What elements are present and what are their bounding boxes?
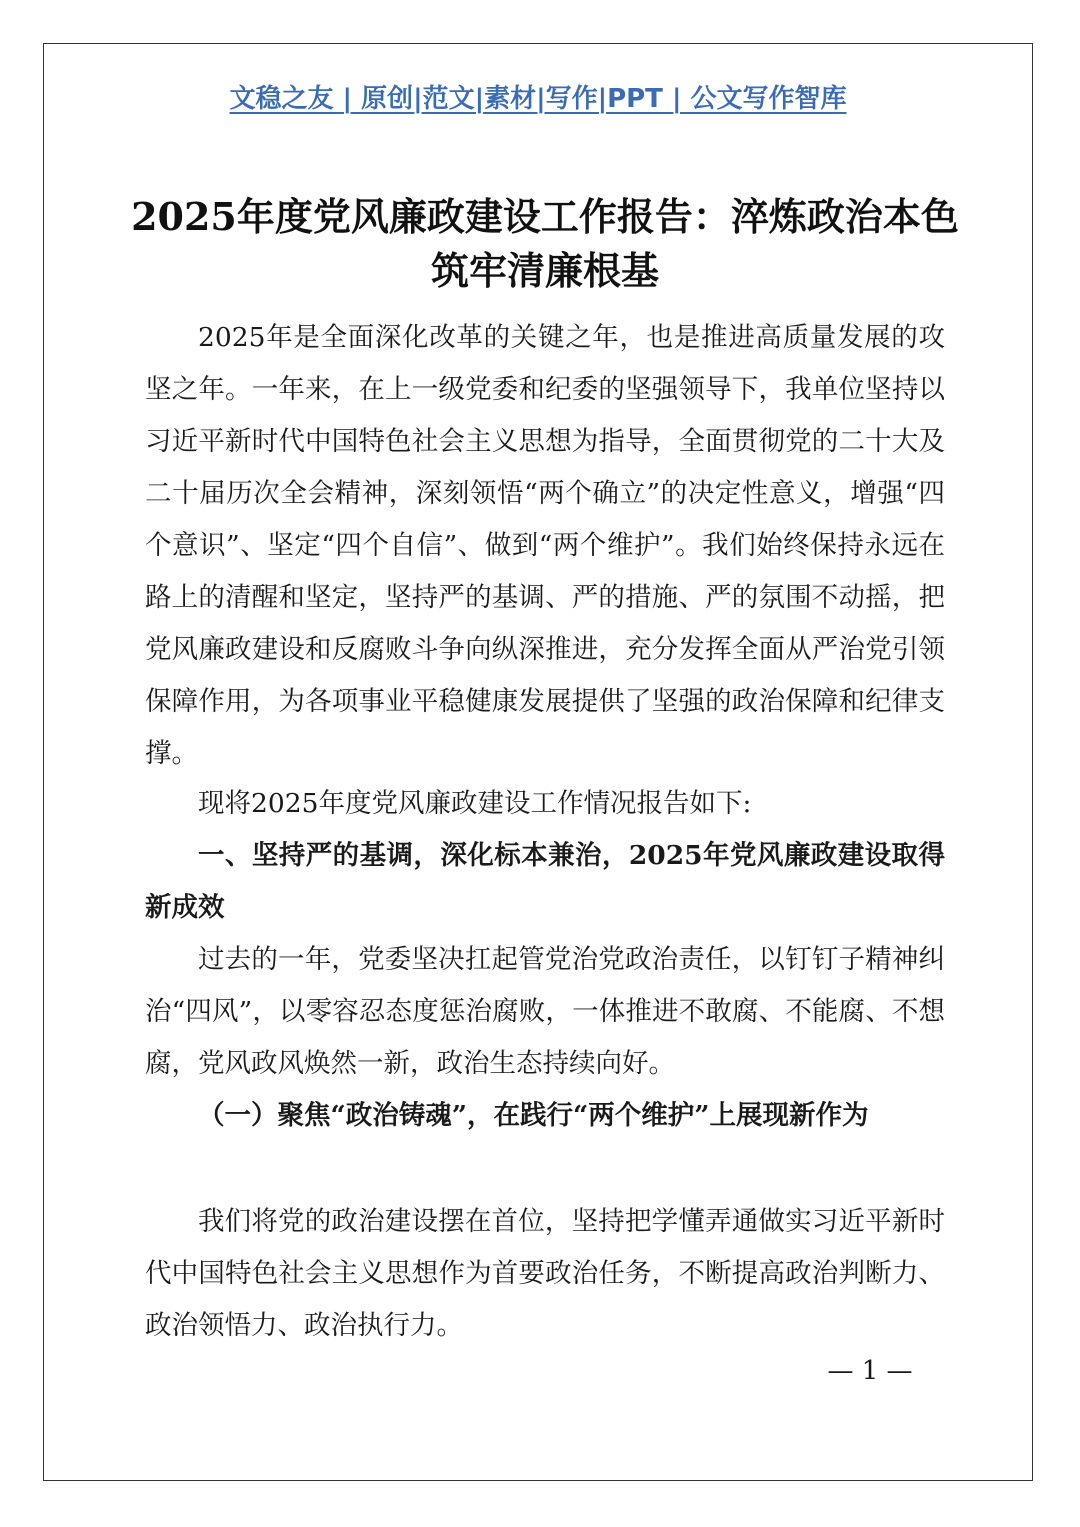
- page-number: — 1 —: [827, 1356, 913, 1386]
- section-1-paragraph: 过去的一年，党委坚决扛起管党治党政治责任，以钉钉子精神纠治“四风”，以零容忍态度惩治腐败，一体推进不敢腐、不能腐、不想腐，党风政风焕然一新，政治生态持续向好。: [145, 944, 945, 1079]
- header-banner[interactable]: 文稳之友 | 原创|范文|素材|写作|PPT | 公文写作智库: [229, 84, 847, 114]
- subsection-1-paragraph: 我们将党的政治建设摆在首位，坚持把学懂弄通做实习近平新时代中国特色社会主义思想作为首要政治任务，不断提高政治判断力、政治领悟力、政治执行力。: [145, 1206, 945, 1341]
- report-lead-paragraph: 现将2025年度党风廉政建设工作情况报告如下:: [198, 788, 752, 819]
- section-heading-1: 一、坚持严的基调，深化标本兼治，2025年党风廉政建设取得新成效: [145, 840, 945, 923]
- document-title: 2025年度党风廉政建设工作报告：淬炼政治本色 筑牢清廉根基: [131, 194, 959, 293]
- subsection-heading-1: （一）聚焦“政治铸魂”，在践行“两个维护”上展现新作为: [198, 1100, 869, 1131]
- intro-paragraph: 2025年是全面深化改革的关键之年，也是推进高质量发展的攻坚之年。一年来，在上一级党委和纪委的坚强领导下，我单位坚持以习近平新时代中国特色社会主义思想为指导，全面贯彻党的二十大及二十届历次全会精神，深刻领悟“两个确立”的决定性意义，增强“四个意识”、坚定“四个自信”、做到“两个维护”。我们始终保持永远在路上的清醒和坚定，坚持严的基调、严的措施、严的氛围不动摇，把党风廉政建设和反腐败斗争向纵深推进，充分发挥全面从严治党引领保障作用，为各项事业平稳健康发展提供了坚强的政治保障和纪律支撑。: [145, 322, 945, 769]
